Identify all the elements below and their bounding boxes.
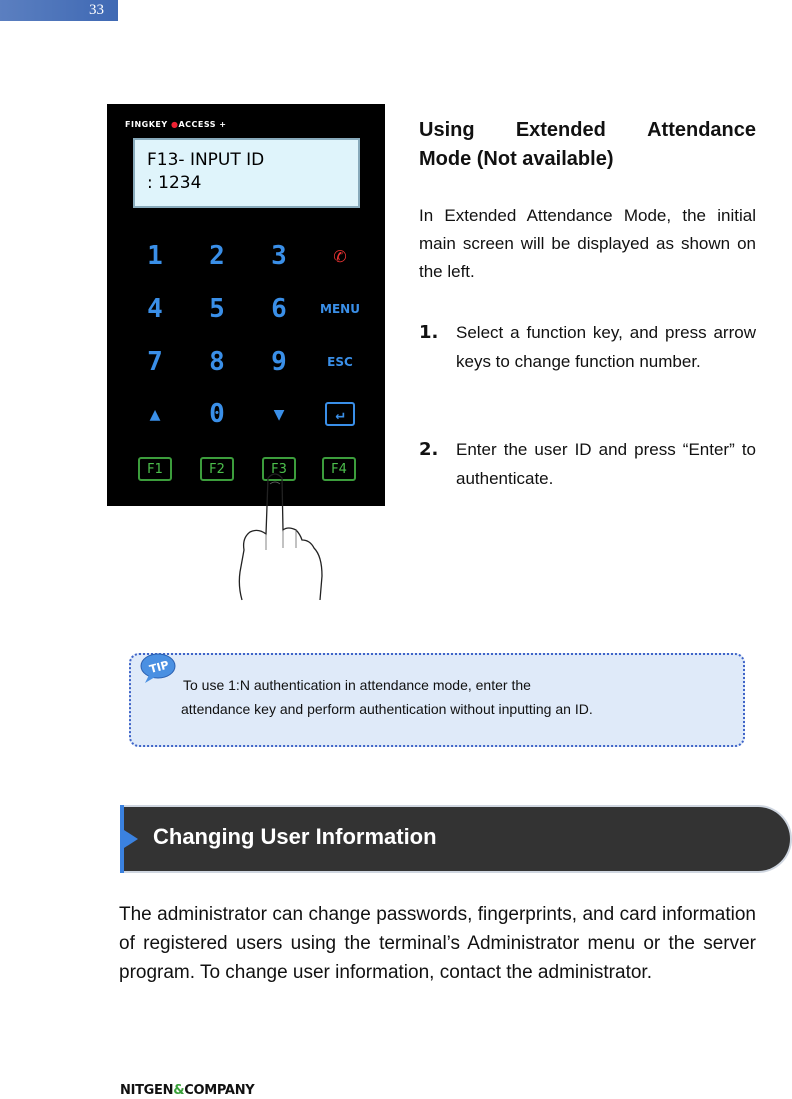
enter-key[interactable]: [320, 397, 360, 431]
lcd-screen: [133, 138, 360, 208]
key-3[interactable]: 3: [271, 241, 287, 271]
step-text: Select a function key, and press arrow keys to change function number.: [456, 323, 756, 371]
tip-box: [129, 653, 745, 747]
step-number: 1.: [419, 322, 439, 343]
lcd-line-1: F13- INPUT ID: [147, 150, 265, 170]
title-word-1: Using: [419, 119, 475, 141]
arrow-down-icon[interactable]: ▼: [273, 403, 285, 425]
menu-key[interactable]: MENU: [320, 302, 360, 316]
key-7[interactable]: 7: [147, 347, 163, 377]
lcd-line-2: : 1234: [147, 173, 202, 193]
section-header: [120, 805, 792, 875]
f4-key[interactable]: F4: [322, 457, 356, 481]
key-0[interactable]: 0: [209, 399, 225, 429]
title-word-2: Extended: [515, 119, 606, 141]
f2-key[interactable]: F2: [200, 457, 234, 481]
f3-key[interactable]: F3: [262, 457, 296, 481]
company-logo: NITGEN&COMPANY: [120, 1083, 255, 1098]
key-1[interactable]: 1: [147, 241, 163, 271]
intro-paragraph: In Extended Attendance Mode, the initial main screen will be displayed as shown on the left.: [419, 206, 756, 281]
section-heading: Changing User Information: [153, 824, 437, 849]
esc-key[interactable]: ESC: [327, 355, 353, 369]
arrow-up-icon[interactable]: ▲: [149, 403, 161, 425]
call-icon[interactable]: ✆: [333, 243, 347, 269]
section-title: [419, 116, 756, 174]
keypad-device-image: [107, 104, 385, 506]
step-2: [419, 435, 756, 493]
step-text: Enter the user ID and press “Enter” to authenticate.: [456, 440, 756, 488]
key-9[interactable]: 9: [271, 347, 287, 377]
tip-line-2: attendance key and perform authentication without inputting an ID.: [181, 701, 593, 717]
triangle-right-icon: [124, 830, 140, 848]
key-4[interactable]: 4: [147, 294, 163, 324]
tip-line-1: To use 1:N authentication in attendance mode, enter the: [183, 677, 531, 693]
tip-label: TIP: [148, 658, 171, 677]
title-line-2: Mode (Not available): [419, 148, 614, 170]
tip-text: [183, 673, 593, 721]
key-5[interactable]: 5: [209, 294, 225, 324]
pointing-hand-icon: [230, 468, 330, 603]
key-6[interactable]: 6: [271, 294, 287, 324]
key-8[interactable]: 8: [209, 347, 225, 377]
title-word-3: Attendance: [647, 119, 756, 141]
device-brand-logo: FINGKEY ●ACCESS +: [125, 120, 227, 129]
enter-icon: ↵: [325, 402, 355, 426]
step-1: [419, 318, 756, 376]
f1-key[interactable]: F1: [138, 457, 172, 481]
tip-icon: [139, 651, 179, 685]
body-paragraph: The administrator can change passwords, fingerprints, and card information of registered users using the terminal’s Administrator menu or the server program. To change user information, contact the administrator.: [119, 904, 756, 983]
key-2[interactable]: 2: [209, 241, 225, 271]
step-number: 2.: [419, 439, 439, 460]
page-number: 33: [0, 0, 118, 21]
